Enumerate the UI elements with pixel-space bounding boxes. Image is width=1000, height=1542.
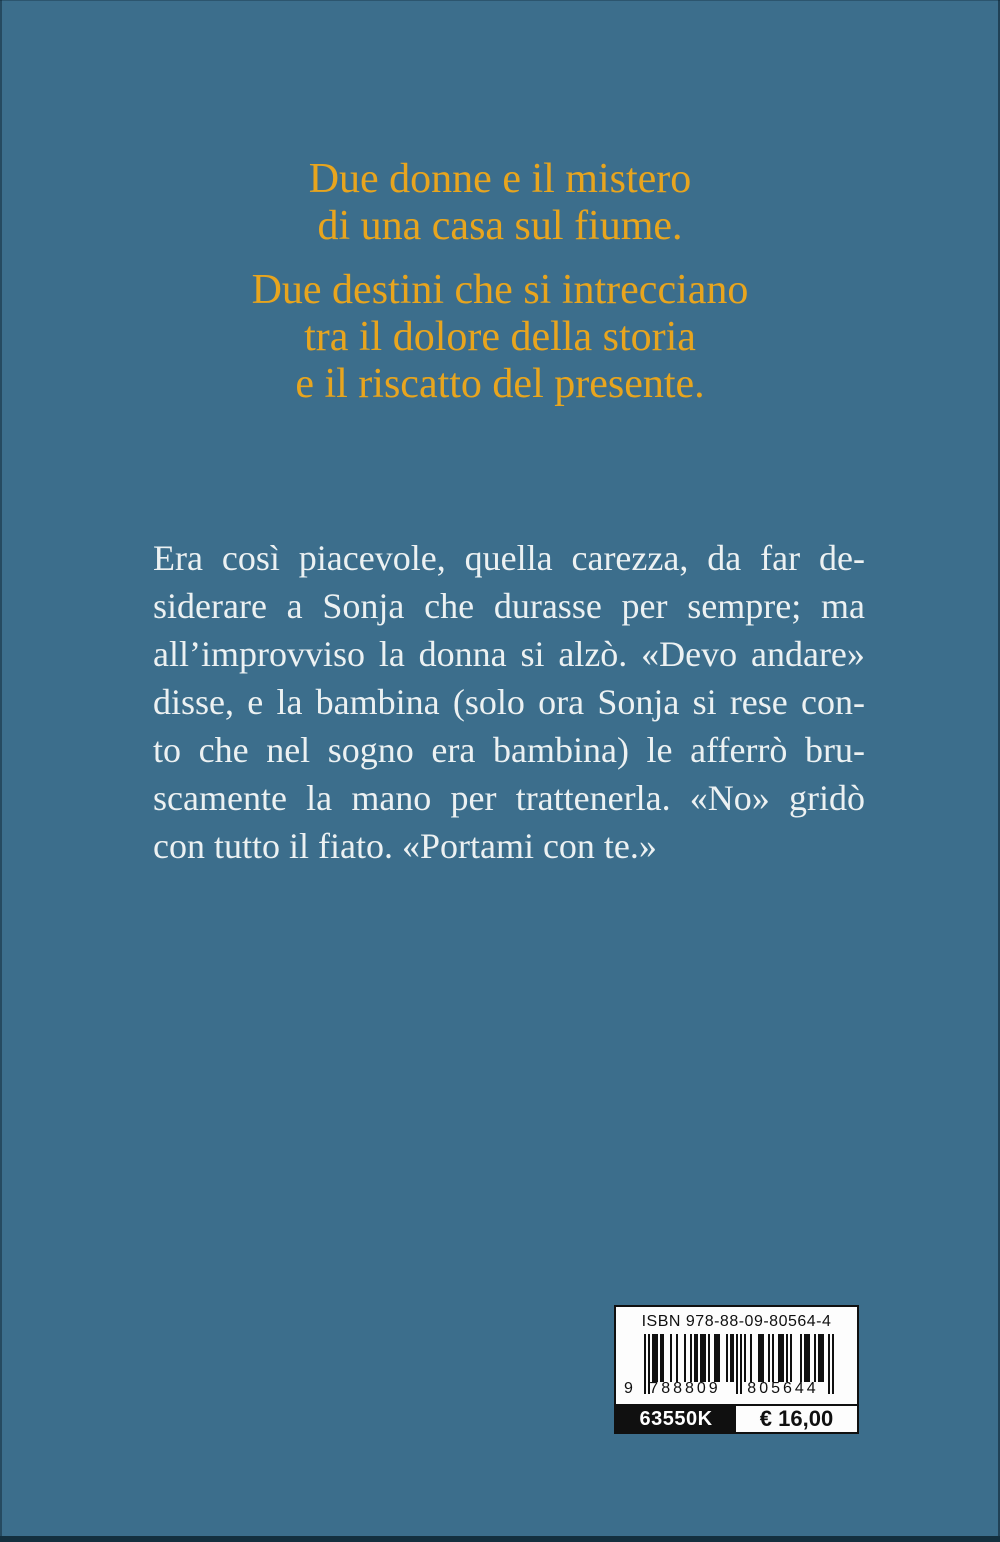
barcode-digit-group: 788809 <box>649 1380 721 1397</box>
tagline-line: di una casa sul fiume. <box>317 203 683 249</box>
page-bottom-edge <box>0 1536 1000 1542</box>
tagline-paragraph-2 <box>0 267 1000 408</box>
edition-code: 63550K <box>616 1406 736 1432</box>
price: € 16,00 <box>736 1406 857 1432</box>
excerpt-line: all’improvviso la donna si alzò. «Devo andare» <box>153 634 865 674</box>
excerpt-line-last: con tutto il fiato. «Portami con te.» <box>153 826 657 866</box>
book-excerpt <box>153 534 865 870</box>
excerpt-line: scamente la mano per trattenerla. «No» gridò <box>153 778 865 818</box>
excerpt-line: disse, e la bambina (solo ora Sonja si rese con- <box>153 682 865 722</box>
tagline-paragraph-1 <box>0 156 1000 250</box>
excerpt-line: to che nel sogno era bambina) le afferrò bru- <box>153 730 865 770</box>
tagline-line: e il riscatto del presente. <box>295 361 705 407</box>
excerpt-line: siderare a Sonja che durasse per sempre; ma <box>153 586 865 626</box>
isbn-text: ISBN 978-88-09-80564-4 <box>641 1313 832 1330</box>
tagline-line: Due donne e il mistero <box>308 156 692 202</box>
tagline-line: Due destini che si intrecciano <box>251 267 749 313</box>
barcode-digit-first: 9 <box>624 1380 633 1397</box>
barcode-panel <box>614 1305 859 1404</box>
barcode-digit-group: 805644 <box>747 1380 819 1397</box>
tagline <box>0 156 1000 425</box>
price-row <box>614 1404 859 1434</box>
excerpt-line: Era così piacevole, quella carezza, da far de- <box>153 538 865 578</box>
tagline-line: tra il dolore della storia <box>304 314 696 360</box>
isbn-price-label <box>614 1305 859 1434</box>
